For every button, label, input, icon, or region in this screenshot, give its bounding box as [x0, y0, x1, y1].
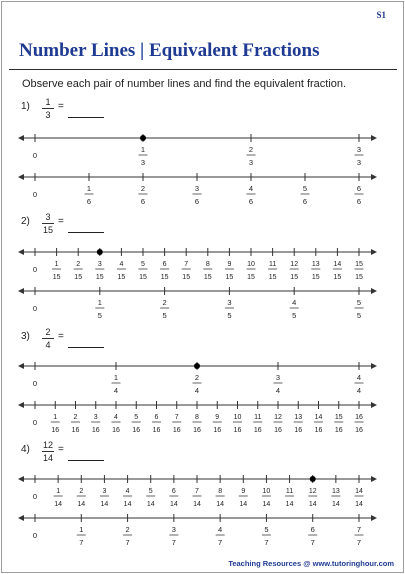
tick-label-numerator: 7: [174, 414, 179, 421]
tick-label-numerator: 4: [114, 414, 118, 421]
tick-label-numerator: 10: [233, 414, 242, 421]
tick-label-denominator: 15: [225, 274, 234, 281]
tick-label-denominator: 15: [182, 274, 191, 281]
tick-label-denominator: 14: [146, 501, 155, 508]
tick-label-numerator: 1: [86, 184, 92, 193]
tick-label-denominator: 15: [247, 274, 255, 281]
equals-sign: =: [58, 444, 64, 455]
tick-label-denominator: 7: [79, 538, 84, 547]
instructions: Observe each pair of number lines and find the equivalent fraction.: [22, 78, 347, 90]
tick-label-denominator: 5: [356, 311, 362, 320]
tick-label-denominator: 16: [71, 427, 80, 434]
tick-label-denominator: 16: [112, 427, 120, 434]
tick-label-denominator: 14: [193, 501, 201, 508]
tick-label-denominator: 4: [194, 386, 200, 395]
tick-label-zero: 0: [32, 190, 38, 199]
footer-site-link[interactable]: www.tutoringhour.com: [312, 559, 394, 568]
question-number: 1): [21, 101, 30, 112]
tick-label-denominator: 16: [91, 427, 100, 434]
tick-label-zero: 0: [32, 379, 38, 388]
top-number-line: [18, 475, 377, 508]
footer: [228, 559, 394, 568]
tick-label-numerator: 14: [355, 488, 363, 495]
tick-label-denominator: 15: [139, 274, 147, 281]
tick-label-denominator: 14: [54, 501, 63, 508]
tick-label-denominator: 15: [333, 274, 342, 281]
tick-label-numerator: 4: [248, 184, 254, 193]
tick-label-denominator: 16: [132, 427, 141, 434]
tick-label-numerator: 12: [290, 261, 299, 268]
tick-label-numerator: 7: [184, 261, 189, 268]
tick-label-denominator: 15: [52, 274, 61, 281]
left-arrow-icon: [18, 515, 24, 521]
tick-label-denominator: 7: [218, 538, 223, 547]
tick-label-denominator: 4: [275, 386, 281, 395]
tick-label-zero: 0: [32, 418, 38, 427]
tick-label-numerator: 4: [125, 488, 130, 495]
tick-label-numerator: 6: [162, 261, 167, 268]
tick-label-numerator: 1: [140, 145, 146, 154]
tick-label-denominator: 14: [216, 501, 225, 508]
tick-label-numerator: 2: [76, 261, 81, 268]
tick-label-denominator: 16: [233, 427, 242, 434]
fraction-denominator: 4: [45, 340, 51, 350]
tick-label-numerator: 4: [218, 525, 223, 534]
equals-sign: =: [58, 216, 64, 227]
tick-label-zero: 0: [32, 304, 38, 313]
tick-label-denominator: 15: [290, 274, 299, 281]
tick-label-numerator: 6: [310, 525, 315, 534]
tick-label-denominator: 3: [140, 158, 146, 167]
fraction-numerator: 2: [45, 327, 51, 337]
tick-label-denominator: 4: [113, 386, 119, 395]
fraction-numerator: 1: [45, 97, 51, 107]
tick-label-denominator: 16: [253, 427, 262, 434]
tick-label-numerator: 1: [113, 373, 119, 382]
tick-label-numerator: 11: [285, 488, 294, 495]
tick-label-numerator: 15: [334, 414, 343, 421]
tick-label-numerator: 5: [264, 525, 269, 534]
question-number: 2): [21, 216, 30, 227]
tick-label-numerator: 1: [56, 488, 61, 495]
tick-label-denominator: 6: [86, 197, 92, 206]
tick-label-numerator: 10: [247, 261, 255, 268]
tick-label-denominator: 14: [262, 501, 271, 508]
tick-label-denominator: 3: [356, 158, 362, 167]
tick-label-numerator: 5: [148, 488, 153, 495]
tick-label-numerator: 11: [254, 414, 262, 421]
tick-label-numerator: 2: [140, 184, 146, 193]
tick-label-numerator: 11: [268, 261, 277, 268]
tick-label-denominator: 6: [194, 197, 200, 206]
tick-label-numerator: 3: [93, 414, 98, 421]
tick-label-numerator: 1: [97, 298, 102, 307]
number-line-pair: [2, 2, 405, 574]
tick-label-denominator: 15: [311, 274, 320, 281]
left-arrow-icon: [18, 476, 24, 482]
tick-label-numerator: 9: [241, 488, 246, 495]
tick-label-denominator: 6: [356, 197, 362, 206]
tick-label-denominator: 16: [274, 427, 282, 434]
tick-label-denominator: 5: [162, 311, 167, 320]
tick-label-denominator: 6: [140, 197, 146, 206]
tick-label-denominator: 6: [302, 197, 308, 206]
tick-label-numerator: 3: [275, 373, 281, 382]
tick-label-numerator: 5: [302, 184, 308, 193]
tick-label-denominator: 14: [169, 501, 178, 508]
tick-label-denominator: 5: [97, 311, 102, 320]
tick-label-numerator: 7: [195, 488, 199, 495]
tick-label-numerator: 13: [311, 261, 320, 268]
tick-label-numerator: 2: [248, 145, 254, 154]
tick-label-numerator: 10: [262, 488, 271, 495]
tick-label-numerator: 6: [356, 184, 362, 193]
tick-label-denominator: 14: [355, 501, 363, 508]
tick-label-denominator: 14: [239, 501, 248, 508]
tick-label-denominator: 14: [285, 501, 294, 508]
tick-label-denominator: 5: [292, 311, 297, 320]
tick-label-zero: 0: [32, 492, 38, 501]
tick-label-numerator: 2: [194, 373, 200, 382]
question-number: 4): [21, 444, 30, 455]
tick-label-denominator: 7: [310, 538, 315, 547]
question-number: 3): [21, 331, 30, 342]
tick-label-numerator: 6: [171, 488, 176, 495]
tick-label-denominator: 16: [334, 427, 343, 434]
tick-label-numerator: 3: [97, 261, 102, 268]
equals-sign: =: [58, 331, 64, 342]
tick-label-denominator: 4: [356, 386, 362, 395]
tick-label-numerator: 14: [314, 414, 323, 421]
tick-label-numerator: 4: [356, 373, 362, 382]
tick-label-numerator: 2: [73, 414, 78, 421]
tick-label-denominator: 15: [268, 274, 277, 281]
tick-label-numerator: 2: [79, 488, 84, 495]
tick-label-denominator: 7: [171, 538, 176, 547]
tick-label-denominator: 15: [160, 274, 169, 281]
fraction-denominator: 14: [42, 453, 53, 463]
tick-label-numerator: 3: [356, 145, 362, 154]
tick-label-denominator: 15: [117, 274, 126, 281]
tick-label-numerator: 8: [205, 261, 210, 268]
right-arrow-icon: [371, 476, 377, 482]
tick-label-numerator: 13: [331, 488, 340, 495]
page-title: Number Lines | Equivalent Fractions: [19, 40, 320, 61]
tick-label-numerator: 9: [215, 414, 220, 421]
tick-label-denominator: 14: [77, 501, 86, 508]
tick-label-numerator: 14: [333, 261, 342, 268]
equals-sign: =: [58, 101, 64, 112]
tick-label-numerator: 5: [141, 261, 145, 268]
marked-point: [310, 476, 316, 482]
tick-label-numerator: 16: [355, 414, 363, 421]
tick-label-denominator: 3: [248, 158, 254, 167]
tick-label-numerator: 1: [53, 414, 58, 421]
tick-label-denominator: 16: [294, 427, 303, 434]
tick-label-numerator: 7: [356, 525, 362, 534]
tick-label-denominator: 16: [152, 427, 161, 434]
tick-label-numerator: 2: [125, 525, 130, 534]
tick-label-denominator: 16: [172, 427, 181, 434]
tick-label-numerator: 1: [79, 525, 84, 534]
tick-label-denominator: 16: [213, 427, 222, 434]
tick-label-numerator: 1: [54, 261, 59, 268]
footer-prefix: Teaching Resources @: [228, 559, 313, 568]
tick-label-numerator: 6: [154, 414, 159, 421]
tick-label-zero: 0: [32, 151, 38, 160]
tick-label-numerator: 5: [134, 414, 139, 421]
tick-label-denominator: 14: [308, 501, 317, 508]
tick-label-numerator: 9: [227, 261, 232, 268]
tick-label-numerator: 3: [171, 525, 176, 534]
tick-label-denominator: 7: [356, 538, 362, 547]
tick-label-numerator: 3: [227, 298, 232, 307]
tick-label-zero: 0: [32, 531, 38, 540]
tick-label-numerator: 3: [102, 488, 107, 495]
fraction-numerator: 3: [45, 212, 51, 222]
tick-label-numerator: 8: [195, 414, 199, 421]
tick-label-zero: 0: [32, 265, 38, 274]
tick-label-numerator: 4: [292, 298, 297, 307]
tick-label-denominator: 6: [248, 197, 254, 206]
fraction-numerator: 12: [42, 440, 53, 450]
tick-label-numerator: 2: [162, 298, 167, 307]
tick-label-numerator: 4: [119, 261, 124, 268]
tick-label-numerator: 8: [218, 488, 223, 495]
tick-label-denominator: 14: [331, 501, 340, 508]
tick-label-denominator: 15: [74, 274, 83, 281]
tick-label-denominator: 16: [193, 427, 201, 434]
tick-label-numerator: 3: [194, 184, 200, 193]
tick-label-denominator: 14: [100, 501, 109, 508]
tick-label-numerator: 15: [355, 261, 363, 268]
fraction-denominator: 15: [42, 225, 53, 235]
fraction-denominator: 3: [45, 110, 51, 120]
tick-label-numerator: 12: [308, 488, 317, 495]
tick-label-denominator: 16: [355, 427, 363, 434]
tick-label-numerator: 12: [274, 414, 282, 421]
bottom-number-line: [18, 514, 377, 547]
tick-label-denominator: 15: [355, 274, 363, 281]
tick-label-denominator: 7: [125, 538, 130, 547]
tick-label-denominator: 16: [51, 427, 60, 434]
tick-label-numerator: 13: [294, 414, 303, 421]
right-arrow-icon: [371, 515, 377, 521]
tick-label-denominator: 7: [264, 538, 269, 547]
worksheet: [1, 1, 404, 573]
tick-label-denominator: 16: [314, 427, 323, 434]
tick-label-denominator: 14: [123, 501, 132, 508]
tick-label-denominator: 5: [227, 311, 232, 320]
sheet-code: S1: [376, 10, 386, 20]
tick-label-numerator: 5: [356, 298, 362, 307]
tick-label-denominator: 15: [203, 274, 212, 281]
tick-label-denominator: 15: [95, 274, 104, 281]
